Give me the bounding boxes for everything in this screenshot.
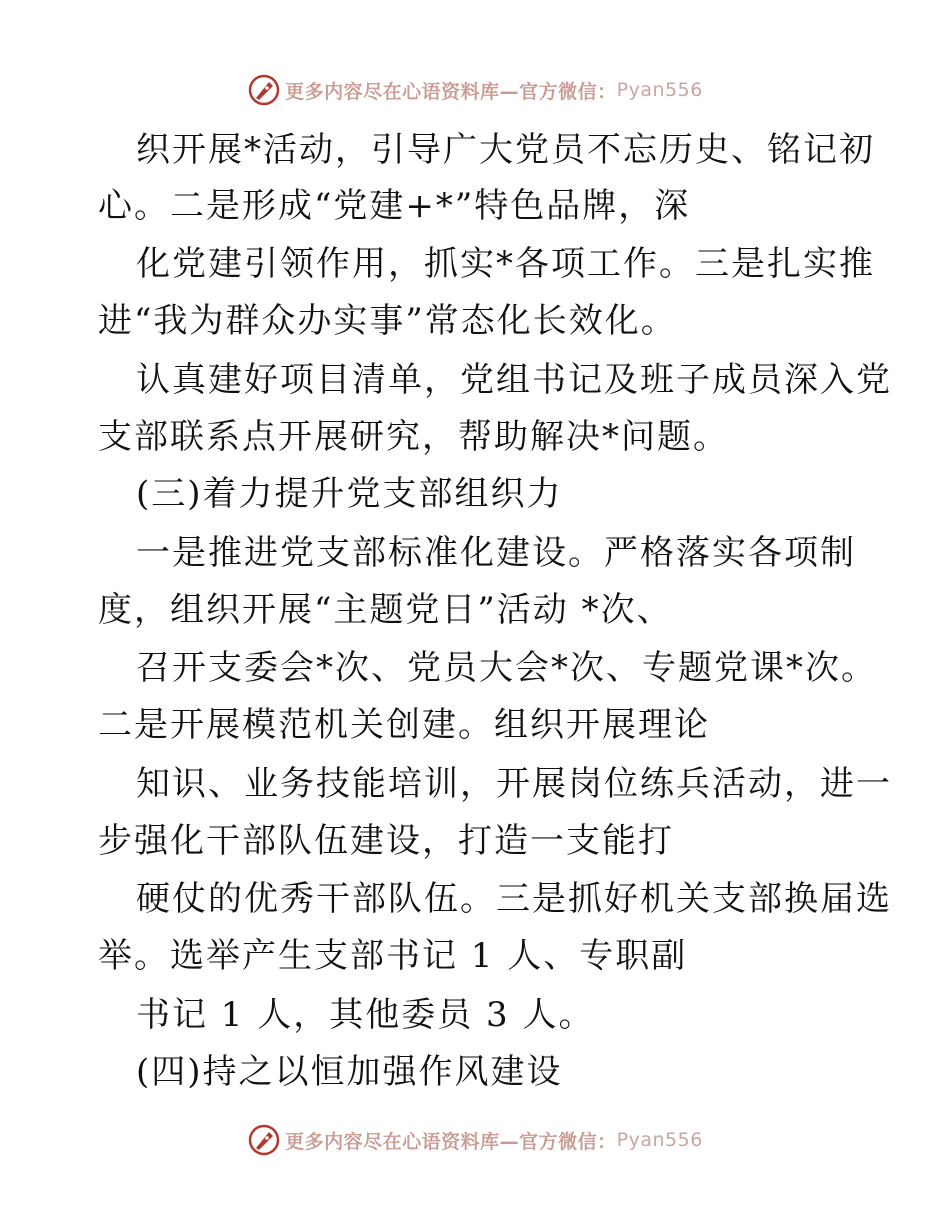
pen-nib-logo-icon — [247, 1123, 281, 1157]
text-line: 举。选举产生支部书记 1 人、专职副 — [98, 936, 688, 976]
text-line: 进“我为群众办实事”常态化长效化。 — [98, 301, 677, 341]
text-line: 认真建好项目清单，党组书记及班子成员深入党 — [136, 360, 892, 400]
section-heading: (四)持之以恒加强作风建设 — [136, 1052, 563, 1092]
text-line: 召开支委会*次、党员大会*次、专题党课*次。 — [136, 648, 877, 688]
watermark-brand: Pyan556 — [616, 79, 703, 101]
watermark-text: 更多内容尽在心语资料库—官方微信： — [285, 80, 617, 103]
text-line: 化党建引领作用，抓实*各项工作。三是扎实推 — [136, 244, 875, 284]
text-line: 支部联系点开展研究，帮助解决*问题。 — [98, 417, 729, 457]
section-heading: (三)着力提升党支部组织力 — [136, 474, 563, 514]
pen-nib-logo-icon — [247, 73, 281, 107]
text-line: 知识、业务技能培训，开展岗位练兵活动，进一 — [136, 764, 892, 804]
text-line: 心。二是形成“党建+*”特色品牌，深 — [98, 186, 691, 226]
text-line: 一是推进党支部标准化建设。严格落实各项制 — [136, 533, 856, 573]
text-line: 织开展*活动，引导广大党员不忘历史、铭记初 — [136, 130, 875, 170]
text-line: 度，组织开展“主题党日”活动 *次、 — [98, 590, 673, 630]
watermark-brand: Pyan556 — [616, 1129, 703, 1151]
header-watermark — [0, 70, 950, 110]
text-line: 书记 1 人，其他委员 3 人。 — [136, 995, 595, 1035]
watermark-text: 更多内容尽在心语资料库—官方微信： — [285, 1130, 617, 1153]
text-line: 步强化干部队伍建设，打造一支能打 — [98, 821, 674, 861]
text-line: 二是开展模范机关创建。组织开展理论 — [98, 705, 710, 745]
text-line: 硬仗的优秀干部队伍。三是抓好机关支部换届选 — [136, 879, 892, 919]
footer-watermark — [0, 1120, 950, 1160]
